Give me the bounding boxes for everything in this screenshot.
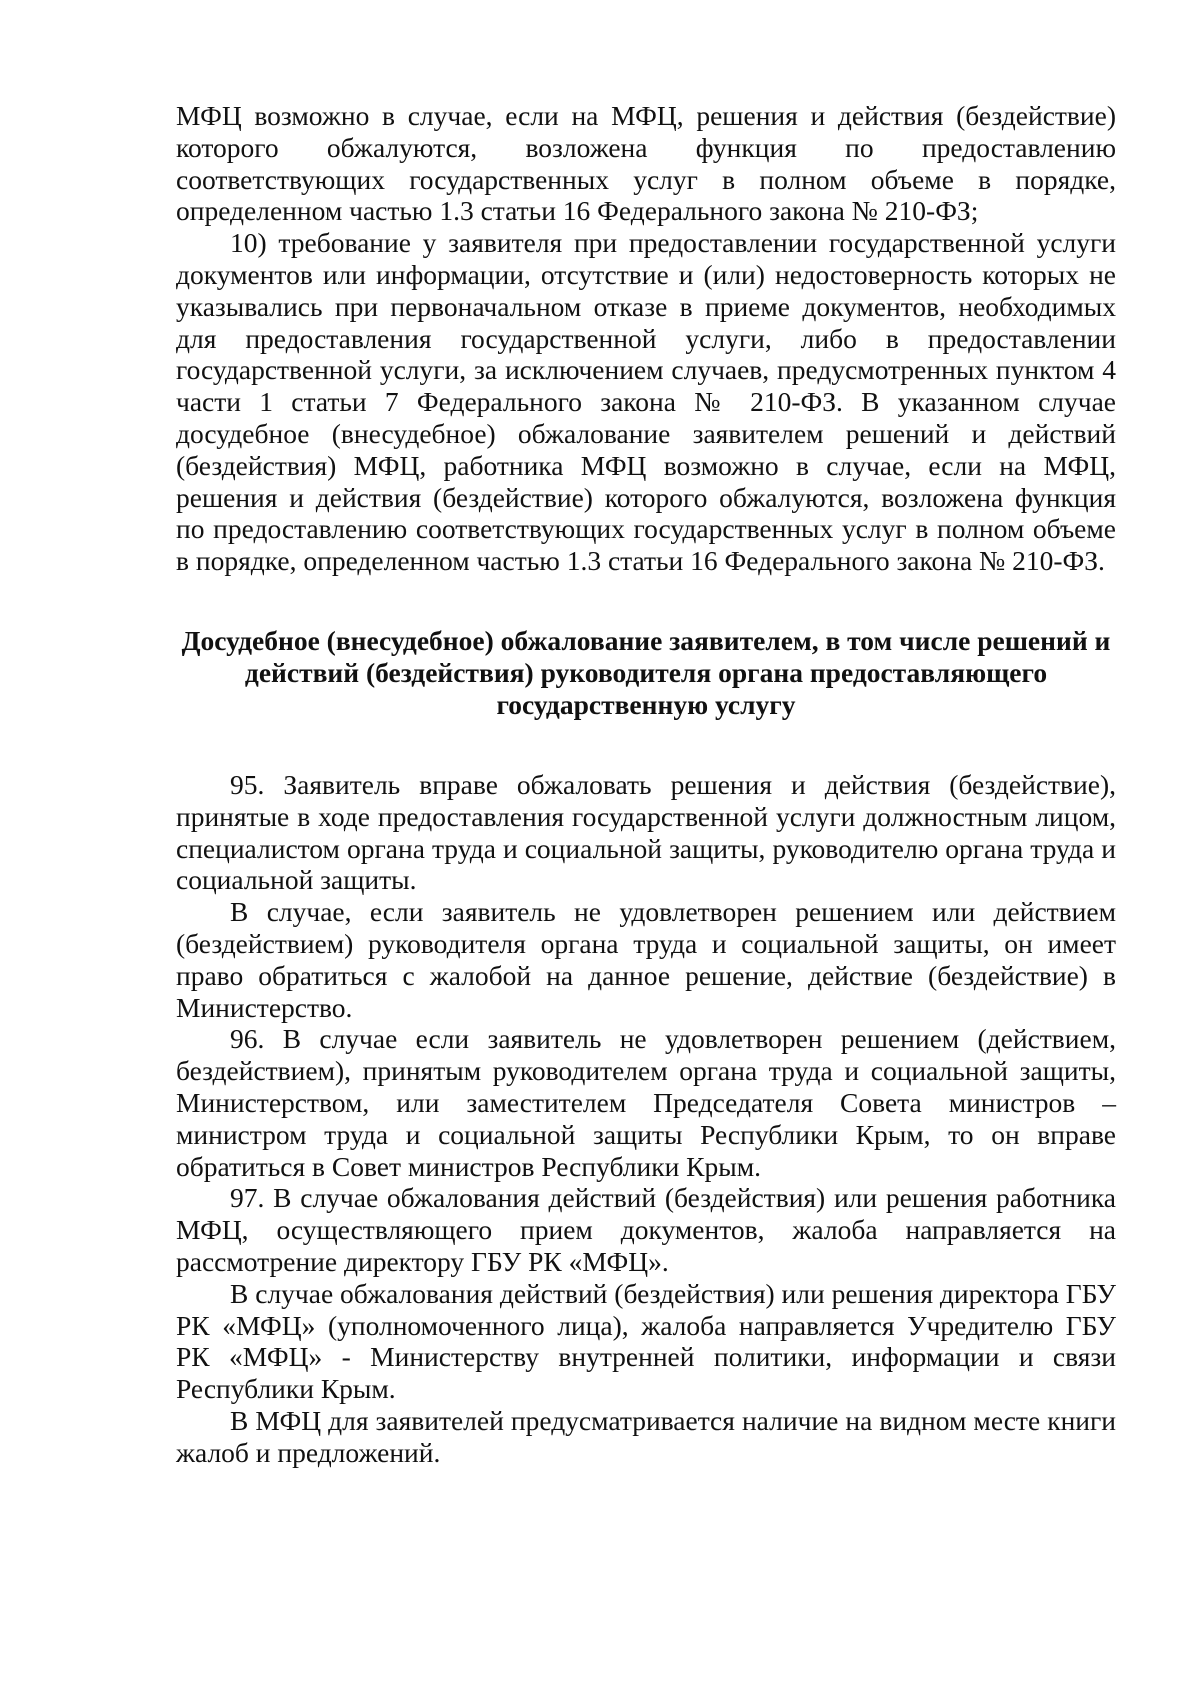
paragraph-item-96: 96. В случае если заявитель не удовлетворен решением (действием, бездействием), принятым руководителем органа труда и социальной защиты, Министерством, или заместителем Председателя Совета министров – министром труда и социальной защиты Республики Крым, то он вправе обратиться в Совет министров Республики Крым.	[176, 1023, 1116, 1182]
paragraph-item-97: 97. В случае обжалования действий (бездействия) или решения работника МФЦ, осуществляющего прием документов, жалоба направляется на рассмотрение директору ГБУ РК «МФЦ».	[176, 1182, 1116, 1277]
paragraph-ministry-complaint: В случае, если заявитель не удовлетворен решением или действием (бездействием) руководителя органа труда и социальной защиты, он имеет право обратиться с жалобой на данное решение, действие (бездействие) в Министерство.	[176, 896, 1116, 1023]
paragraph-item-95: 95. Заявитель вправе обжаловать решения и действия (бездействие), принятые в ходе предоставления государственной услуги должностным лицом, специалистом органа труда и социальной защиты, руководителю органа труда и социальной защиты.	[176, 768, 1116, 896]
paragraph-continuation: МФЦ возможно в случае, если на МФЦ, решения и действия (бездействие) которого обжалуются, возложена функция по предоставлению соответствующих государственных услуг в полном объеме в порядке, определенном частью 1.3 статьи 16 Федерального закона № 210-ФЗ;	[176, 100, 1116, 227]
paragraph-item-10: 10) требование у заявителя при предоставлении государственной услуги документов или информации, отсутствие и (или) недостоверность которых не указывались при первоначальном отказе в приеме документов, необходимых для предоставления государственной услуги, либо в предоставлении государственной услуги, за исключением случаев, предусмотренных пунктом 4 части 1 статьи 7 Федерального закона № 210-ФЗ. В указанном случае досудебное (внесудебное) обжалование заявителем решений и действий (бездействия) МФЦ, работника МФЦ возможно в случае, если на МФЦ, решения и действия (бездействие) которого обжалуются, возложена функция по предоставлению соответствующих государственных услуг в полном объеме в порядке, определенном частью 1.3 статьи 16 Федерального закона № 210-ФЗ.	[176, 227, 1116, 577]
section-heading: Досудебное (внесудебное) обжалование заявителем, в том числе решений и действий (бездействия) руководителя органа предоставляющего государственную услугу	[181, 624, 1111, 720]
paragraph-complaint-book: В МФЦ для заявителей предусматривается наличие на видном месте книги жалоб и предложений.	[176, 1404, 1116, 1468]
paragraph-director-complaint: В случае обжалования действий (бездействия) или решения директора ГБУ РК «МФЦ» (уполномоченного лица), жалоба направляется Учредителю ГБУ РК «МФЦ» - Министерству внутренней политики, информации и связи Республики Крым.	[176, 1277, 1116, 1405]
